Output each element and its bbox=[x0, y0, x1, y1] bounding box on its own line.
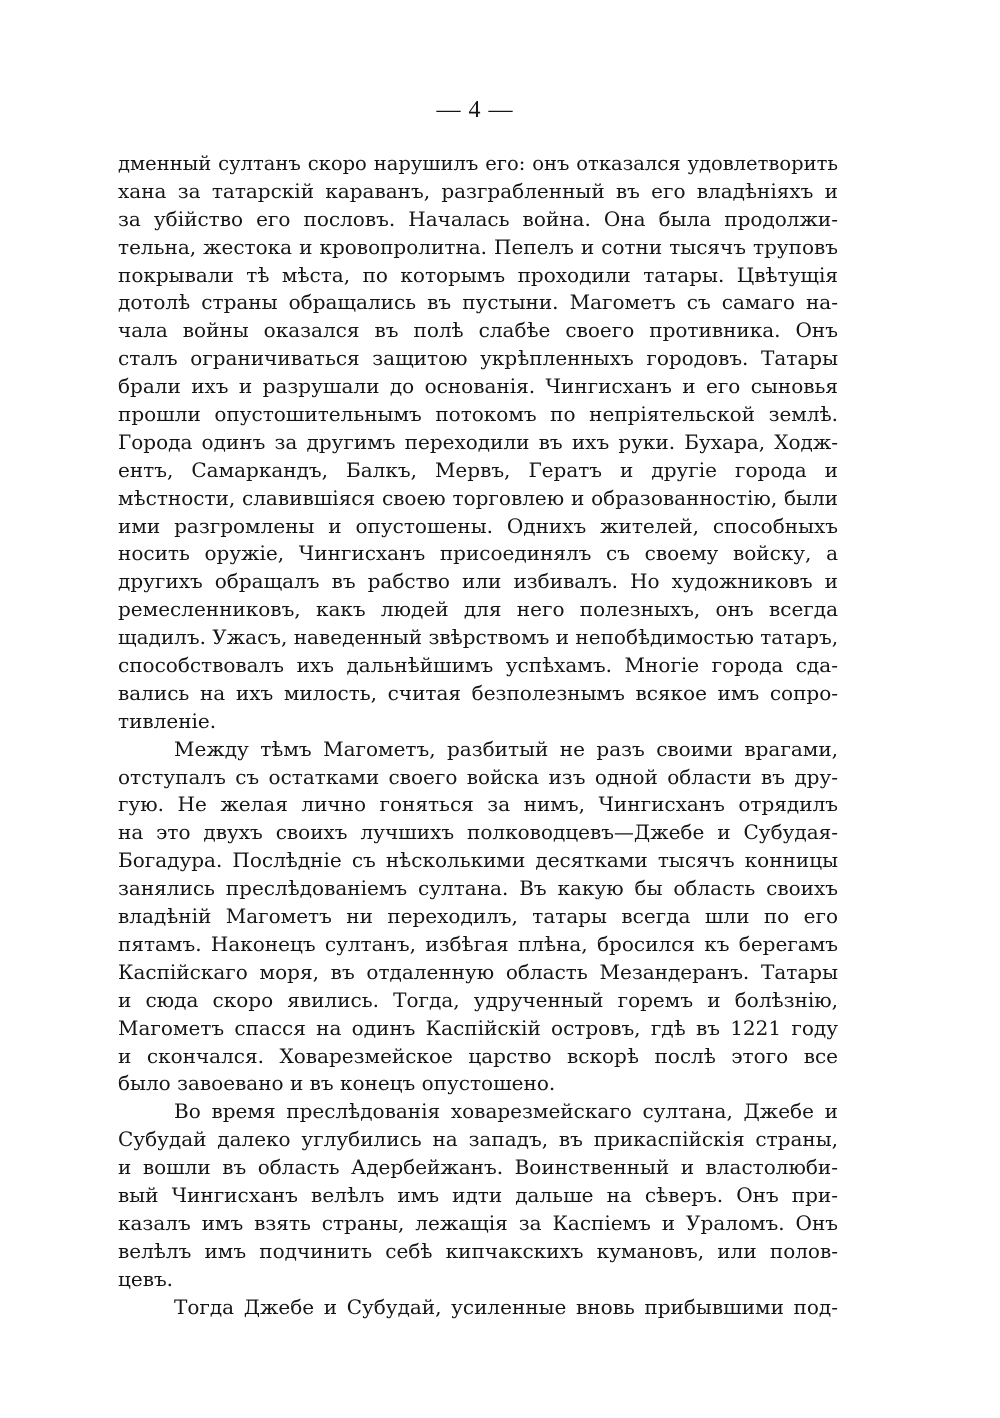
text-line: другихъ обращалъ въ рабство или избивалъ. Но художниковъ и bbox=[118, 569, 838, 594]
text-line: на это двухъ своихъ лучшихъ полководцевъ—Джебе и Субудая- bbox=[118, 820, 838, 845]
text-line: отступалъ съ остатками своего войска изъ одной области въ дру- bbox=[118, 764, 838, 789]
text-line: ими разгромлены и опустошены. Однихъ жителей, способныхъ bbox=[118, 513, 838, 538]
text-line: Субудай далеко углубились на западъ, въ прикаспійскія страны, bbox=[118, 1127, 838, 1152]
text-line: и вошли въ область Адербейжанъ. Воинственный и властолюби- bbox=[118, 1155, 838, 1180]
text-line: мѣстности, славившіяся своею торговлею и образованностію, были bbox=[118, 485, 838, 510]
text-line: и скончался. Ховарезмейское царство вскорѣ послѣ этого все bbox=[118, 1043, 838, 1068]
text-line: владѣній Магометъ ни переходилъ, татары всегда шли по его bbox=[118, 904, 838, 929]
text-line: сталъ ограничиваться защитою укрѣпленныхъ городовъ. Татары bbox=[118, 346, 838, 371]
text-line: велѣлъ имъ подчинить себѣ кипчакскихъ кумановъ, или полов- bbox=[118, 1238, 838, 1263]
text-line: покрывали тѣ мѣста, по которымъ проходили татары. Цвѣтущія bbox=[118, 262, 838, 287]
text-line: вый Чингисханъ велѣлъ имъ идти дальше на сѣверъ. Онъ при- bbox=[118, 1182, 838, 1207]
text-line: гую. Не желая лично гоняться за нимъ, Чингисханъ отрядилъ bbox=[118, 792, 838, 817]
text-line: хана за татарскій караванъ, разграбленный въ его владѣніяхъ и bbox=[118, 178, 838, 203]
text-line: было завоевано и въ конецъ опустошено. bbox=[118, 1071, 556, 1096]
body-text bbox=[118, 150, 838, 1321]
text-line: Богадура. Послѣдніе съ нѣсколькими десятками тысячъ конницы bbox=[118, 848, 838, 873]
text-line: дменный султанъ скоро нарушилъ его: онъ отказался удовлетворить bbox=[118, 152, 838, 175]
text-line: занялись преслѣдованіемъ султана. Въ какую бы область своихъ bbox=[118, 876, 838, 901]
text-line: носить оружіе, Чингисханъ присоединялъ съ своему войску, а bbox=[118, 541, 838, 566]
text-line: Между тѣмъ Магометъ, разбитый не разъ своими врагами, bbox=[174, 736, 838, 761]
text-line: тивленіе. bbox=[118, 708, 217, 733]
text-line: ремесленниковъ, какъ людей для него полезныхъ, онъ всегда bbox=[118, 597, 838, 622]
text-line: брали ихъ и разрушали до основанія. Чингисханъ и его сыновья bbox=[118, 374, 838, 399]
text-line: цевъ. bbox=[118, 1266, 174, 1291]
text-line: тельна, жестока и кровопролитна. Пепелъ и сотни тысячъ труповъ bbox=[118, 234, 838, 259]
text-line: щадилъ. Ужасъ, наведенный звѣрствомъ и непобѣдимостью татаръ, bbox=[118, 625, 838, 650]
text-line: Во время преслѣдованія ховарезмейскаго султана, Джебе и bbox=[174, 1099, 838, 1124]
text-line: чала войны оказался въ полѣ слабѣе своего противника. Онъ bbox=[118, 318, 838, 343]
text-line: способствовалъ ихъ дальнѣйшимъ успѣхамъ. Многіе города сда- bbox=[118, 653, 838, 678]
text-line: Каспійскаго моря, въ отдаленную область Мезандеранъ. Татары bbox=[118, 959, 838, 984]
text-line: прошли опустошительнымъ потокомъ по непріятельской землѣ. bbox=[118, 402, 838, 427]
text-line: пятамъ. Наконецъ султанъ, избѣгая плѣна, бросился къ берегамъ bbox=[118, 931, 838, 956]
text-line: ентъ, Самаркандъ, Балкъ, Мервъ, Гератъ и другіе города и bbox=[118, 457, 838, 482]
text-line: дотолѣ страны обращались въ пустыни. Магометъ съ самаго на- bbox=[118, 290, 838, 315]
text-line: казалъ имъ взять страны, лежащія за Каспіемъ и Ураломъ. Онъ bbox=[118, 1210, 838, 1235]
text-line: Тогда Джебе и Субудай, усиленные вновь прибывшими под- bbox=[174, 1294, 838, 1319]
text-line: Магометъ спасся на одинъ Каспійскій островъ, гдѣ въ 1221 году bbox=[118, 1015, 838, 1040]
text-line: Города одинъ за другимъ переходили въ ихъ руки. Бухара, Ходж- bbox=[118, 429, 838, 454]
text-line: и сюда скоро явились. Тогда, удрученный горемъ и болѣзнію, bbox=[118, 987, 838, 1012]
page-number: — 4 — bbox=[436, 97, 514, 123]
text-line: вались на ихъ милость, считая безполезнымъ всякое имъ сопро- bbox=[118, 680, 838, 705]
text-line: за убійство его пословъ. Началась война. Она была продолжи- bbox=[118, 206, 838, 231]
